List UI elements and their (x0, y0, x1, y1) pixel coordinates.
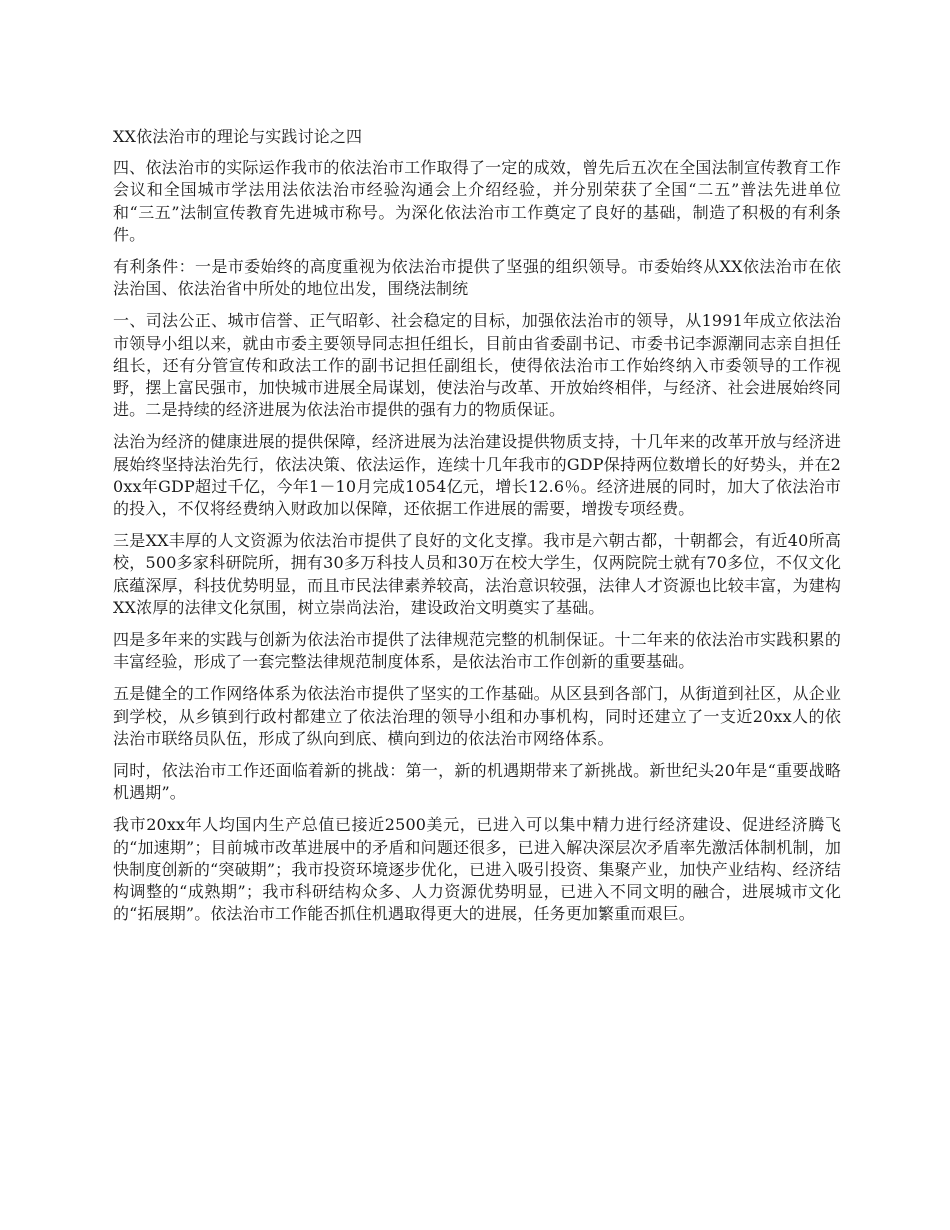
paragraph-1: 四、依法治市的实际运作我市的依法治市工作取得了一定的成效，曾先后五次在全国法制宣传教育工作会议和全国城市学法用法依法治市经验沟通会上介绍经验，并分别荣获了全国“二五”普法先进单位和“三五”法制宣传教育先进城市称号。为深化依法治市工作奠定了良好的基础，制造了积极的有利条件。 (113, 158, 841, 244)
paragraph-2: 有利条件：一是市委始终的高度重视为依法治市提供了坚强的组织领导。市委始终从XX依法治市在依法治国、依法治省中所处的地位出发，围绕法制统 (113, 257, 841, 299)
paragraph-7: 五是健全的工作网络体系为依法治市提供了坚实的工作基础。从区县到各部门，从街道到社区，从企业到学校，从乡镇到行政村都建立了依法治理的领导小组和办事机构，同时还建立了一支近20xx人的依法治市联络员队伍，形成了纵向到底、横向到边的依法治市网络体系。 (113, 684, 841, 748)
paragraph-8: 同时，依法治市工作还面临着新的挑战：第一，新的机遇期带来了新挑战。新世纪头20年是“重要战略机遇期”。 (113, 761, 841, 803)
paragraph-3: 一、司法公正、城市信誉、正气昭彰、社会稳定的目标，加强依法治市的领导，从1991年成立依法治市领导小组以来，就由市委主要领导同志担任组长，目前由省委副书记、市委书记李源潮同志亲自担任组长，还有分管宣传和政法工作的副书记担任副组长，使得依法治市工作始终纳入市委领导的工作视野，摆上富民强市，加快城市进展全局谋划，使法治与改革、开放始终相伴，与经济、社会进展始终同进。二是持续的经济进展为依法治市提供的强有力的物质保证。 (113, 311, 841, 420)
document-title: XX依法治市的理论与实践讨论之四 (113, 127, 363, 146)
paragraph-4: 法治为经济的健康进展的提供保障，经济进展为法治建设提供物质支持，十几年来的改革开放与经济进展始终坚持法治先行，依法决策、依法运作，连续十几年我市的GDP保持两位数增长的好势头，并在20xx年GDP超过千亿，今年1－10月完成1054亿元，增长12.6％。经济进展的同时，加大了依法治市的投入，不仅将经费纳入财政加以保障，还依据工作进展的需要，增拨专项经费。 (113, 432, 841, 519)
paragraph-9: 我市20xx年人均国内生产总值已接近2500美元，已进入可以集中精力进行经济建设、促进经济腾飞的“加速期”；目前城市改革进展中的矛盾和问题还很多，已进入解决深层次矛盾率先激活体制机制，加快制度创新的“突破期”；我市投资环境逐步优化，已进入吸引投资、集聚产业，加快产业结构、经济结构调整的“成熟期”；我市科研结构众多、人力资源优势明显，已进入不同文明的融合，进展城市文化的“拓展期”。依法治市工作能否抓住机遇取得更大的进展，任务更加繁重而艰巨。 (113, 815, 841, 924)
paragraph-5: 三是XX丰厚的人文资源为依法治市提供了良好的文化支撑。我市是六朝古都，十朝都会，有近40所高校，500多家科研院所，拥有30多万科技人员和30万在校大学生，仅两院院士就有70多位，不仅文化底蕴深厚，科技优势明显，而且市民法律素养较高，法治意识较强，法律人才资源也比较丰富，为建构XX浓厚的法律文化氛围，树立崇尚法治，建设政治文明奠实了基础。 (113, 531, 841, 617)
paragraph-6: 四是多年来的实践与创新为依法治市提供了法律规范完整的机制保证。十二年来的依法治市实践积累的丰富经验，形成了一套完整法律规范制度体系，是依法治市工作创新的重要基础。 (113, 630, 841, 672)
document-body (113, 126, 841, 936)
